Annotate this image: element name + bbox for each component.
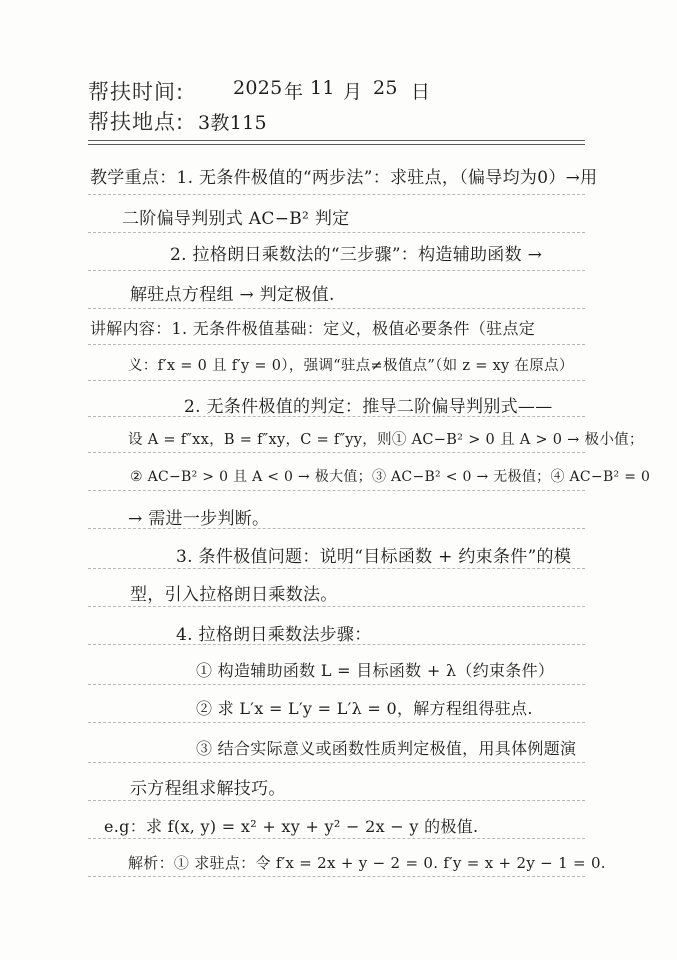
- ruled-line: [88, 308, 585, 309]
- date-month-unit: 月: [343, 81, 363, 103]
- note-line: 教学重点：1. 无条件极值的“两步法”：求驻点，（偏导均为0）→用: [90, 168, 598, 188]
- note-line: 4. 拉格朗日乘数法步骤：: [176, 625, 372, 645]
- note-line: 型，引入拉格朗日乘数法。: [130, 585, 338, 605]
- ruled-line: [88, 344, 585, 345]
- note-line: 解析：① 求驻点：令 f′x = 2x + y − 2 = 0. f′y = x + 2y − 1 = 0.: [128, 854, 606, 872]
- time-label: 帮扶时间:: [88, 80, 185, 104]
- place-label: 帮扶地点:: [88, 110, 185, 134]
- date-month: 11: [310, 77, 335, 99]
- note-line: 2. 拉格朗日乘数法的“三步骤”：构造辅助函数 →: [170, 245, 543, 265]
- note-line: 3. 条件极值问题：说明“目标函数 + 约束条件”的模: [176, 547, 572, 567]
- ruled-line: [88, 876, 585, 877]
- ruled-line: [88, 606, 585, 607]
- ruled-line: [88, 232, 585, 233]
- ruled-line: [88, 762, 585, 763]
- ruled-line: [88, 194, 585, 195]
- note-line: 设 A = f″xx，B = f″xy，C = f″yy，则① AC−B² > 0 且 A > 0 → 极小值；: [128, 432, 644, 448]
- header-divider-top: [88, 140, 585, 141]
- note-line: 2. 无条件极值的判定：推导二阶偏导判别式——: [184, 397, 553, 417]
- ruled-line: [88, 800, 585, 801]
- note-line: 讲解内容：1. 无条件极值基础：定义，极值必要条件（驻点定: [90, 319, 536, 338]
- ruled-line: [88, 722, 585, 723]
- note-line: ② 求 L′x = L′y = L′λ = 0，解方程组得驻点.: [196, 699, 533, 718]
- place-value: 3教115: [198, 112, 267, 134]
- note-line: ① 构造辅助函数 L = 目标函数 + λ（约束条件）: [196, 661, 555, 680]
- note-line: e.g：求 f(x, y) = x² + xy + y² − 2x − y 的极值.: [104, 817, 479, 836]
- ruled-line: [88, 568, 585, 569]
- date-day-unit: 日: [411, 81, 431, 103]
- ruled-line: [88, 684, 585, 685]
- ruled-line: [88, 490, 585, 491]
- date-year: 2025: [233, 77, 283, 99]
- date-year-unit: 年: [284, 81, 304, 103]
- note-line: ② AC−B² > 0 且 A < 0 → 极大值；③ AC−B² < 0 → 无极值；④ AC−B² = 0: [130, 469, 651, 485]
- note-line: → 需进一步判断。: [128, 509, 270, 529]
- note-line: 义：f′x = 0 且 f′y = 0），强调“驻点≠极值点”（如 z = xy 在原点）: [128, 358, 574, 374]
- header-divider-bottom: [88, 144, 585, 145]
- note-line: ③ 结合实际意义或函数性质判定极值，用具体例题演: [196, 739, 577, 758]
- note-line: 解驻点方程组 → 判定极值.: [130, 285, 335, 305]
- note-line: 示方程组求解技巧。: [130, 779, 286, 799]
- date-day: 25: [373, 77, 398, 99]
- ruled-line: [88, 452, 585, 453]
- ruled-line: [88, 380, 585, 381]
- note-line: 二阶偏导判别式 AC−B² 判定: [122, 209, 350, 229]
- ruled-line: [88, 838, 585, 839]
- ruled-line: [88, 270, 585, 271]
